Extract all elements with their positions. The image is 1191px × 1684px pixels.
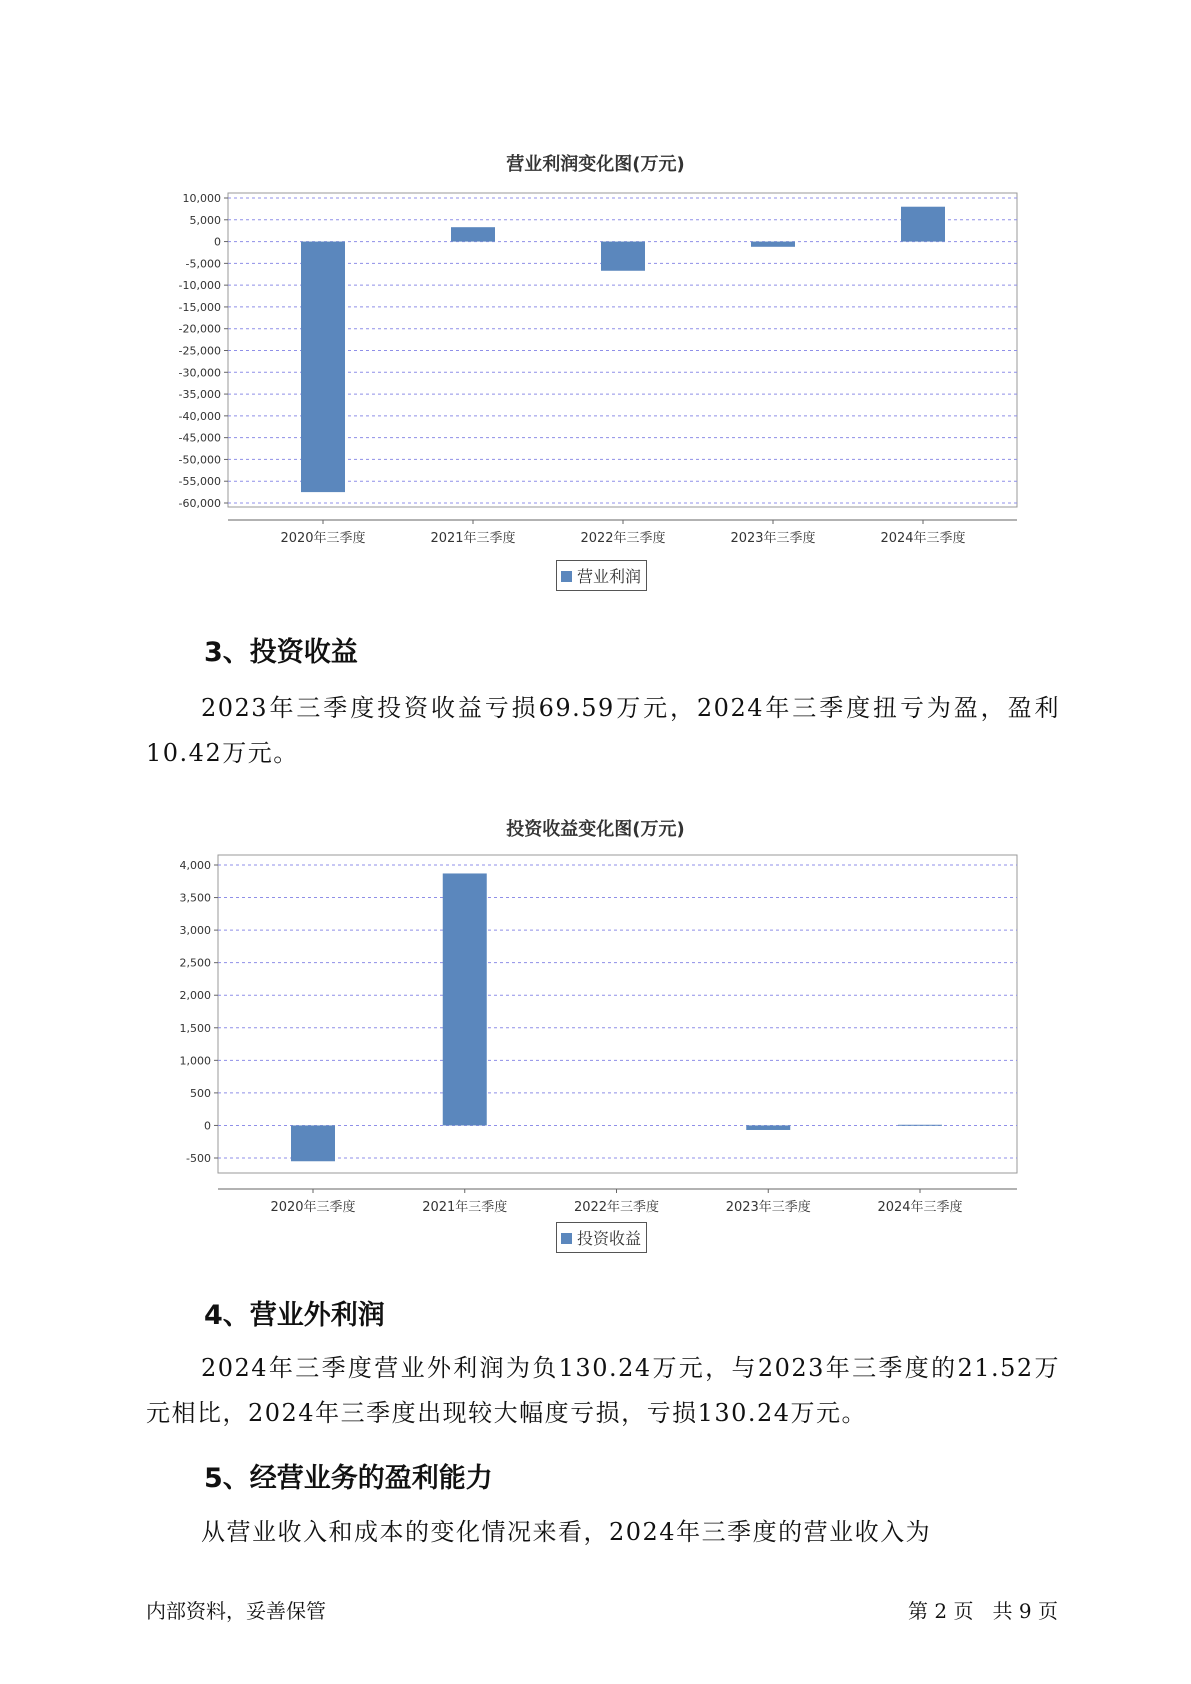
chart1-plot: [0, 180, 1191, 550]
y-tick-label: -25,000: [178, 344, 221, 358]
section-heading-3: 3、投资收益: [204, 637, 358, 668]
bar: [301, 242, 345, 493]
footer-page-number: 第 2 页 共 9 页: [908, 1599, 1058, 1623]
y-tick-label: -35,000: [178, 388, 221, 402]
chart2-plot: [0, 845, 1191, 1215]
x-tick-label: 2024年三季度: [877, 1200, 963, 1215]
bar: [443, 873, 487, 1125]
x-tick-label: 2021年三季度: [422, 1200, 508, 1215]
y-tick-label: 2,000: [179, 989, 211, 1003]
y-tick-label: -10,000: [178, 279, 221, 293]
bar: [751, 242, 795, 247]
bar: [898, 1125, 942, 1126]
bar: [746, 1125, 790, 1130]
x-tick-label: 2020年三季度: [280, 531, 366, 546]
y-tick-label: 3,000: [179, 924, 211, 938]
x-tick-label: 2023年三季度: [730, 531, 816, 546]
chart1-title: 营业利润变化图(万元): [506, 154, 685, 175]
section-paragraph-3: 2023年三季度投资收益亏损69.59万元，2024年三季度扭亏为盈，盈利10.42万元。: [146, 694, 1060, 767]
bar: [601, 242, 645, 271]
y-tick-label: 1,000: [179, 1054, 211, 1068]
y-tick-label: 0: [204, 1119, 211, 1133]
chart1-legend: [556, 560, 647, 591]
section-paragraph-4: 2024年三季度营业外利润为负130.24万元，与2023年三季度的21.52万元相比，2024年三季度出现较大幅度亏损，亏损130.24万元。: [146, 1354, 1060, 1427]
bar: [451, 227, 495, 241]
y-tick-label: 4,000: [179, 859, 211, 872]
y-tick-label: 5,000: [189, 213, 221, 227]
plot-frame: [228, 193, 1017, 507]
chart1-legend-label: 营业利润: [577, 567, 642, 586]
section-heading-5: 5、经营业务的盈利能力: [204, 1463, 493, 1494]
x-tick-label: 2023年三季度: [725, 1200, 811, 1215]
y-tick-label: -5,000: [185, 257, 221, 271]
y-tick-label: -55,000: [178, 475, 221, 489]
y-tick-label: -45,000: [178, 431, 221, 445]
y-tick-label: -30,000: [178, 366, 221, 380]
legend-swatch: [561, 571, 572, 582]
y-tick-label: -40,000: [178, 409, 221, 423]
chart2-legend-label: 投资收益: [577, 1229, 642, 1248]
y-tick-label: 0: [214, 235, 221, 249]
y-tick-label: -20,000: [178, 322, 221, 336]
y-tick-label: -50,000: [178, 453, 221, 467]
section-paragraph-5: 从营业收入和成本的变化情况来看，2024年三季度的营业收入为: [201, 1518, 932, 1546]
x-tick-label: 2020年三季度: [270, 1200, 356, 1215]
y-tick-label: -15,000: [178, 300, 221, 314]
y-tick-label: -60,000: [178, 497, 221, 510]
bar: [291, 1125, 335, 1161]
footer-confidential-note: 内部资料，妥善保管: [146, 1599, 326, 1623]
x-tick-label: 2024年三季度: [880, 531, 966, 546]
section-heading-4: 4、营业外利润: [204, 1300, 385, 1331]
chart2-title: 投资收益变化图(万元): [506, 819, 685, 840]
x-tick-label: 2022年三季度: [573, 1200, 660, 1215]
y-tick-label: 2,500: [179, 956, 211, 970]
y-tick-label: 1,500: [179, 1021, 211, 1035]
y-tick-label: 10,000: [182, 192, 221, 205]
x-tick-label: 2022年三季度: [580, 531, 666, 546]
chart2-legend: [556, 1222, 647, 1253]
y-tick-label: 500: [190, 1086, 211, 1100]
y-tick-label: -500: [186, 1152, 211, 1165]
legend-swatch: [561, 1233, 572, 1244]
x-tick-label: 2021年三季度: [430, 531, 516, 546]
y-tick-label: 3,500: [179, 891, 211, 905]
bar: [901, 207, 945, 242]
